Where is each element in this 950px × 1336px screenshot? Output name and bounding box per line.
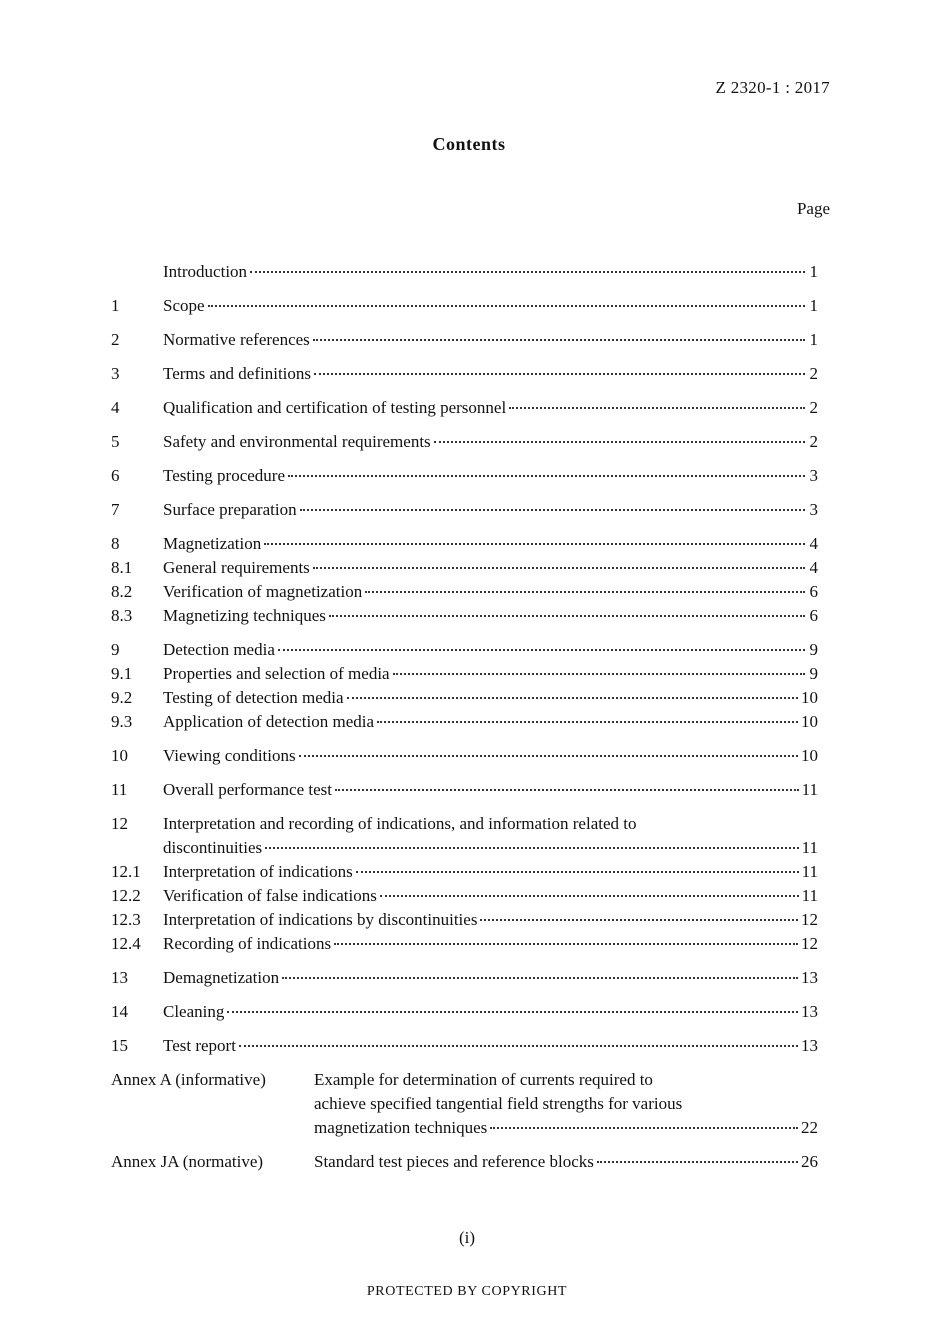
- section-number: 12.1: [111, 862, 141, 881]
- page-number: 1: [809, 296, 818, 315]
- toc-entry[interactable]: [111, 836, 818, 860]
- section-number: 12.2: [111, 886, 141, 905]
- toc-entry[interactable]: [111, 1034, 818, 1058]
- toc-entry[interactable]: [111, 778, 818, 802]
- dot-leader: [365, 591, 805, 593]
- toc-entry[interactable]: [111, 860, 818, 884]
- toc-entry[interactable]: [111, 328, 818, 352]
- toc-entry[interactable]: [111, 710, 818, 734]
- page-number: 9: [809, 640, 818, 659]
- section-number: 9.1: [111, 664, 133, 683]
- page-number: 3: [809, 466, 818, 485]
- toc-entry[interactable]: [111, 638, 818, 662]
- annex-entry[interactable]: [111, 1150, 818, 1174]
- toc-group: [111, 430, 818, 454]
- section-title: Magnetization: [163, 534, 262, 553]
- section-number: 11: [111, 780, 128, 799]
- page-number: 1: [809, 330, 818, 349]
- toc-entry[interactable]: [111, 604, 818, 628]
- section-number: 5: [111, 432, 120, 451]
- dot-leader: [377, 721, 798, 723]
- toc-group: [111, 498, 818, 522]
- toc-group: [111, 328, 818, 352]
- toc-group: [111, 396, 818, 420]
- page-number: 11: [801, 886, 818, 905]
- toc-group: [111, 638, 818, 734]
- table-of-contents: [111, 260, 818, 1184]
- toc-entry[interactable]: [111, 556, 818, 580]
- page-number: 11: [801, 780, 818, 799]
- document-number: Z 2320-1 : 2017: [715, 78, 830, 97]
- page-number: 3: [809, 500, 818, 519]
- dot-leader: [282, 977, 798, 979]
- page-number: 1: [809, 262, 818, 281]
- toc-entry[interactable]: [111, 884, 818, 908]
- toc-group: [111, 744, 818, 768]
- toc-entry[interactable]: [111, 260, 818, 284]
- page-number: 2: [809, 398, 818, 417]
- section-title: Interpretation of indications: [163, 862, 353, 881]
- dot-leader: [300, 509, 805, 511]
- section-number: 9: [111, 640, 120, 659]
- section-number: 4: [111, 398, 120, 417]
- page-number: 22: [801, 1118, 818, 1137]
- section-number: 1: [111, 296, 120, 315]
- section-title: Application of detection media: [163, 712, 375, 731]
- dot-leader: [313, 339, 805, 341]
- toc-group: [111, 464, 818, 488]
- annex-title: Standard test pieces and reference blocks: [314, 1152, 594, 1171]
- toc-group: [111, 778, 818, 802]
- section-title: Viewing conditions: [163, 746, 296, 765]
- section-number: 6: [111, 466, 120, 485]
- dot-leader: [264, 543, 805, 545]
- page-number: 10: [801, 746, 818, 765]
- page-number: 12: [801, 910, 818, 929]
- section-number: 10: [111, 746, 128, 765]
- toc-entry[interactable]: [111, 662, 818, 686]
- section-title: Recording of indications: [163, 934, 332, 953]
- section-title: Properties and selection of media: [163, 664, 390, 683]
- section-title: Cleaning: [163, 1002, 225, 1021]
- dot-leader: [356, 871, 799, 873]
- section-number: 12.4: [111, 934, 141, 953]
- page-number: 13: [801, 1002, 818, 1021]
- section-title: Magnetizing techniques: [163, 606, 326, 625]
- section-title: Terms and definitions: [163, 364, 312, 383]
- page-number: 6: [809, 606, 818, 625]
- section-title: Normative references: [163, 330, 310, 349]
- dot-leader: [334, 943, 798, 945]
- section-number: 3: [111, 364, 120, 383]
- section-title: Testing of detection media: [163, 688, 344, 707]
- annex-title-final-line: [314, 1150, 818, 1174]
- toc-entry[interactable]: [111, 396, 818, 420]
- toc-group: [111, 362, 818, 386]
- annex-title: magnetization techniques: [314, 1118, 488, 1137]
- page-number: 9: [809, 664, 818, 683]
- annex-body: [314, 1150, 818, 1174]
- section-title: Introduction: [163, 262, 248, 281]
- section-title: Safety and environmental requirements: [163, 432, 431, 451]
- page-number: 4: [809, 534, 818, 553]
- dot-leader: [329, 615, 805, 617]
- dot-leader: [380, 895, 799, 897]
- section-title: Surface preparation: [163, 500, 297, 519]
- toc-entry[interactable]: [111, 1000, 818, 1024]
- toc-group: [111, 1034, 818, 1058]
- dot-leader: [239, 1045, 798, 1047]
- dot-leader: [509, 407, 805, 409]
- page-number: 4: [809, 558, 818, 577]
- page-number: 11: [801, 838, 818, 857]
- section-title: Test report: [163, 1036, 236, 1055]
- toc-entry[interactable]: [111, 908, 818, 932]
- section-number: 8.1: [111, 558, 133, 577]
- section-number: 15: [111, 1036, 128, 1055]
- page-number: 12: [801, 934, 818, 953]
- dot-leader: [393, 673, 805, 675]
- section-number: 7: [111, 500, 120, 519]
- toc-group: [111, 812, 818, 956]
- annex-title-final-line: [314, 1116, 818, 1140]
- dot-leader: [335, 789, 799, 791]
- dot-leader: [314, 373, 805, 375]
- section-number: 13: [111, 968, 128, 987]
- section-number: 8.2: [111, 582, 133, 601]
- section-number: 14: [111, 1002, 128, 1021]
- toc-entry-line[interactable]: [111, 812, 818, 836]
- section-title: Detection media: [163, 640, 275, 659]
- dot-leader: [313, 567, 805, 569]
- annex-label: Annex JA (normative): [111, 1152, 264, 1171]
- section-title: Scope: [163, 296, 205, 315]
- toc-entry[interactable]: [111, 686, 818, 710]
- section-number: 8: [111, 534, 120, 553]
- page-number: 13: [801, 1036, 818, 1055]
- page-number: 26: [801, 1152, 818, 1171]
- dot-leader: [490, 1127, 798, 1129]
- annex-entry[interactable]: [111, 1068, 818, 1140]
- section-title: Verification of magnetization: [163, 582, 363, 601]
- toc-group: [111, 532, 818, 628]
- section-number: 2: [111, 330, 120, 349]
- copyright-notice: PROTECTED BY COPYRIGHT: [366, 1284, 568, 1299]
- toc-entry[interactable]: [111, 294, 818, 318]
- annex-title-line: Example for determination of currents required to: [314, 1070, 653, 1089]
- dot-leader: [208, 305, 805, 307]
- section-number: 12.3: [111, 910, 141, 929]
- dot-leader: [250, 271, 805, 273]
- page-number: 10: [801, 712, 818, 731]
- page-number: 13: [801, 968, 818, 987]
- page-folio: (i): [458, 1228, 476, 1247]
- page-number: 2: [809, 364, 818, 383]
- annex-label: Annex A (informative): [111, 1070, 266, 1089]
- toc-entry[interactable]: [111, 580, 818, 604]
- dot-leader: [480, 919, 798, 921]
- section-title: Testing procedure: [163, 466, 286, 485]
- page-number: 10: [801, 688, 818, 707]
- toc-entry[interactable]: [111, 498, 818, 522]
- toc-entry[interactable]: [111, 532, 818, 556]
- page-number: 2: [809, 432, 818, 451]
- section-number: 9.2: [111, 688, 133, 707]
- dot-leader: [278, 649, 805, 651]
- section-title: Verification of false indications: [163, 886, 377, 905]
- toc-entry[interactable]: [111, 744, 818, 768]
- toc-group: [111, 260, 818, 284]
- section-number: 9.3: [111, 712, 133, 731]
- section-title: discontinuities: [163, 838, 263, 857]
- section-number: 8.3: [111, 606, 133, 625]
- toc-entry[interactable]: [111, 966, 818, 990]
- toc-entry[interactable]: [111, 430, 818, 454]
- section-title: Overall performance test: [163, 780, 332, 799]
- page-column-label: Page: [796, 199, 830, 218]
- annex-title-line: achieve specified tangential field strengths for various: [314, 1094, 683, 1113]
- toc-group: [111, 294, 818, 318]
- section-title: Qualification and certification of testing personnel: [163, 398, 507, 417]
- dot-leader: [265, 847, 798, 849]
- section-title: Interpretation of indications by discontinuities: [163, 910, 478, 929]
- toc-group: [111, 966, 818, 990]
- dot-leader: [288, 475, 805, 477]
- page-number: 6: [809, 582, 818, 601]
- page-number: 11: [801, 862, 818, 881]
- toc-group: [111, 1000, 818, 1024]
- dot-leader: [597, 1161, 798, 1163]
- dot-leader: [227, 1011, 798, 1013]
- toc-entry[interactable]: [111, 464, 818, 488]
- dot-leader: [299, 755, 798, 757]
- section-number: 12: [111, 814, 128, 833]
- toc-entry[interactable]: [111, 932, 818, 956]
- section-title-line: Interpretation and recording of indications, and information related to: [163, 814, 637, 833]
- section-title: General requirements: [163, 558, 310, 577]
- dot-leader: [347, 697, 798, 699]
- section-title: Demagnetization: [163, 968, 280, 987]
- page-title: Contents: [432, 134, 506, 154]
- toc-entry[interactable]: [111, 362, 818, 386]
- dot-leader: [434, 441, 805, 443]
- annex-body: [314, 1068, 818, 1140]
